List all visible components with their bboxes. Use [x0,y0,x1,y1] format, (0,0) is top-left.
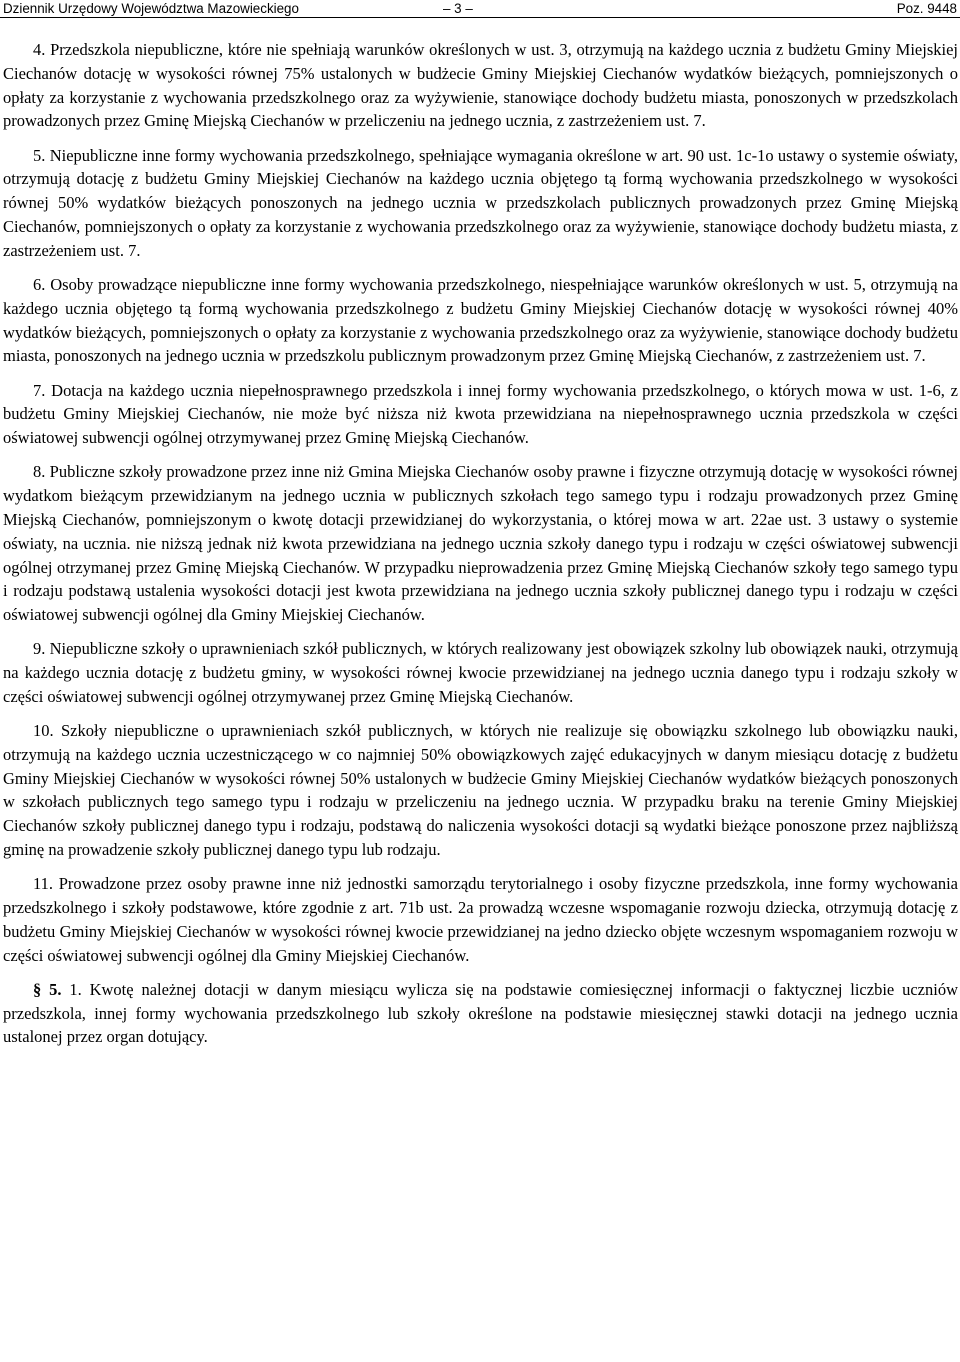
position-number: Poz. 9448 [896,1,957,16]
section-5-text: 1. Kwotę należnej dotacji w danym miesiącu wylicza się na podstawie comiesięcznej informacji o faktycznej liczbie uczniów przedszkola, innej formy wychowania przedszkolnego lub szkoły określone na podstawie miesięcznej stawki dotacji na jednego ucznia ustalonej przez organ dotujący. [3,979,959,1047]
section-5-paragraph [3,978,958,1049]
paragraph-4: 4. Przedszkola niepubliczne, które nie spełniają warunków określonych w ust. 3, otrzymują na każdego ucznia z budżetu Gminy Miejskiej Ciechanów dotację w wysokości równej 75% ustalonych w budżecie Gminy Miejskiej Ciechanów wydatków bieżących, pomniejszonych o opłaty za korzystanie z wychowania przedszkolnego oraz za wyżywienie, stanowiące dochody budżetu miasta, ponoszonych w przedszkolach prowadzonych przez Gminę Miejską Ciechanów w przeliczeniu na jednego ucznia, z zastrzeżeniem ust. 7. [3,40,958,131]
journal-title: Dziennik Urzędowy Województwa Mazowieckiego [3,1,299,16]
paragraph-11: 11. Prowadzone przez osoby prawne inne niż jednostki samorządu terytorialnego i osoby fizyczne przedszkola, inne formy wychowania przedszkolnego i szkoły podstawowe, które zgodnie z art. 71b ust. 2a prowadzą wczesne wspomaganie rozwoju dziecka, otrzymują dotację z budżetu Gminy Miejskiej Ciechanów w wysokości równej kwocie przewidzianej na jedno dziecko objęte wczesnym wspomaganiem rozwoju w części oświatowej subwencji ogólnej dla Gminy Miejskiej Ciechanów. [3,874,958,965]
page-number: – 3 – [443,1,473,16]
paragraph-6: 6. Osoby prowadzące niepubliczne inne formy wychowania przedszkolnego, niespełniające warunków określonych w ust. 5, otrzymują na każdego ucznia objętego tą formą wychowania przedszkolnego z budżetu Gminy Miejskiej Ciechanów dotację w wysokości równej 40% wydatków bieżących, pomniejszonych o opłaty za korzystanie z wychowania przedszkolnego oraz za wyżywienie, stanowiące dochody budżetu miasta, ponoszonych na jednego ucznia w przedszkolu publicznym prowadzonym przez Gminę Miejską Ciechanów, z zastrzeżeniem ust. 7. [3,274,958,366]
paragraph-5: 5. Niepubliczne inne formy wychowania przedszkolnego, spełniające wymagania określone w art. 90 ust. 1c-1o ustawy o systemie oświaty, otrzymują dotację z budżetu Gminy Miejskiej Ciechanów na każdego ucznia objętego tą formą wychowania przedszkolnego w wysokości równej 50% wydatków bieżących ponoszonych na jednego ucznia w przedszkolach publicznych prowadzonych przez Gminę Miejską Ciechanów, pomniejszonych o opłaty za korzystanie z wychowania przedszkolnego oraz za wyżywienie, stanowiące dochody budżetu miasta, z zastrzeżeniem ust. 7. [3,145,958,260]
paragraph-8: 8. Publiczne szkoły prowadzone przez inne niż Gmina Miejska Ciechanów osoby prawne i fizyczne otrzymują dotację w wysokości równej wydatkom bieżącym przewidzianym na jednego ucznia w publicznych szkołach tego samego typu i rodzaju prowadzonych przez Gminę Miejską Ciechanów, pomniejszonym o kwotę dotacji przewidzianej do wykorzystania, o której mowa w art. 22ae ust. 3 ustawy o systemie oświaty, na ucznia. nie niższą jednak niż kwota przewidziana na jednego ucznia szkoły danego typu i rodzaju w części oświatowej subwencji ogólnej otrzymanej przez Gminę Miejską Ciechanów. W przypadku nieprowadzenia przez Gminę Miejską Ciechanów szkoły tego samego typu i rodzaju podstawą ustalenia wysokości dotacji jest kwota przewidziana na jednego ucznia szkoły publicznej danego typu i rodzaju w części oświatowej subwencji ogólnej dla Gminy Miejskiej Ciechanów. [3,462,958,625]
document-body [3,38,958,1060]
paragraph-10: 10. Szkoły niepubliczne o uprawnieniach szkół publicznych, w których nie realizuje się obowiązku szkolnego lub obowiązku nauki, otrzymują na każdego ucznia uczestniczącego w co najmniej 50% obowiązkowych zajęć edukacyjnych w danym miesiącu dotację z budżetu Gminy Miejskiej Ciechanów w wysokości równej 50% ustalonych w budżecie Gminy Miejskiej Ciechanów wydatków bieżących ponoszonych w szkołach publicznych tego samego typu i rodzaju w przeliczeniu na jednego ucznia. W przypadku braku na terenie Gminy Miejskiej Ciechanów szkoły publicznej danego typu i rodzaju, podstawą do naliczenia wysokości dotacji są wydatki bieżące ponoszone przez najbliższą gminę na prowadzenie szkoły publicznej danego typu lub rodzaju. [3,721,958,860]
section-mark: § 5. [33,979,62,999]
page-header [0,0,960,18]
paragraph-9: 9. Niepubliczne szkoły o uprawnieniach szkół publicznych, w których realizowany jest obowiązek szkolny lub obowiązek nauki, otrzymują na każdego ucznia dotację z budżetu gminy, w wysokości równej kwocie przewidzianej na jednego ucznia danego typu i rodzaju szkoły w części oświatowej subwencji ogólnej otrzymywanej przez Gminę Miejską Ciechanów. [3,639,958,706]
paragraph-7: 7. Dotacja na każdego ucznia niepełnosprawnego przedszkola i innej formy wychowania przedszkolnego, o których mowa w ust. 1-6, z budżetu Gminy Miejskiej Ciechanów, nie może być niższa niż kwota przewidziana na niepełnosprawnego ucznia przedszkola w części oświatowej subwencji ogólnej otrzymywanej przez Gminę Miejską Ciechanów. [3,380,958,448]
